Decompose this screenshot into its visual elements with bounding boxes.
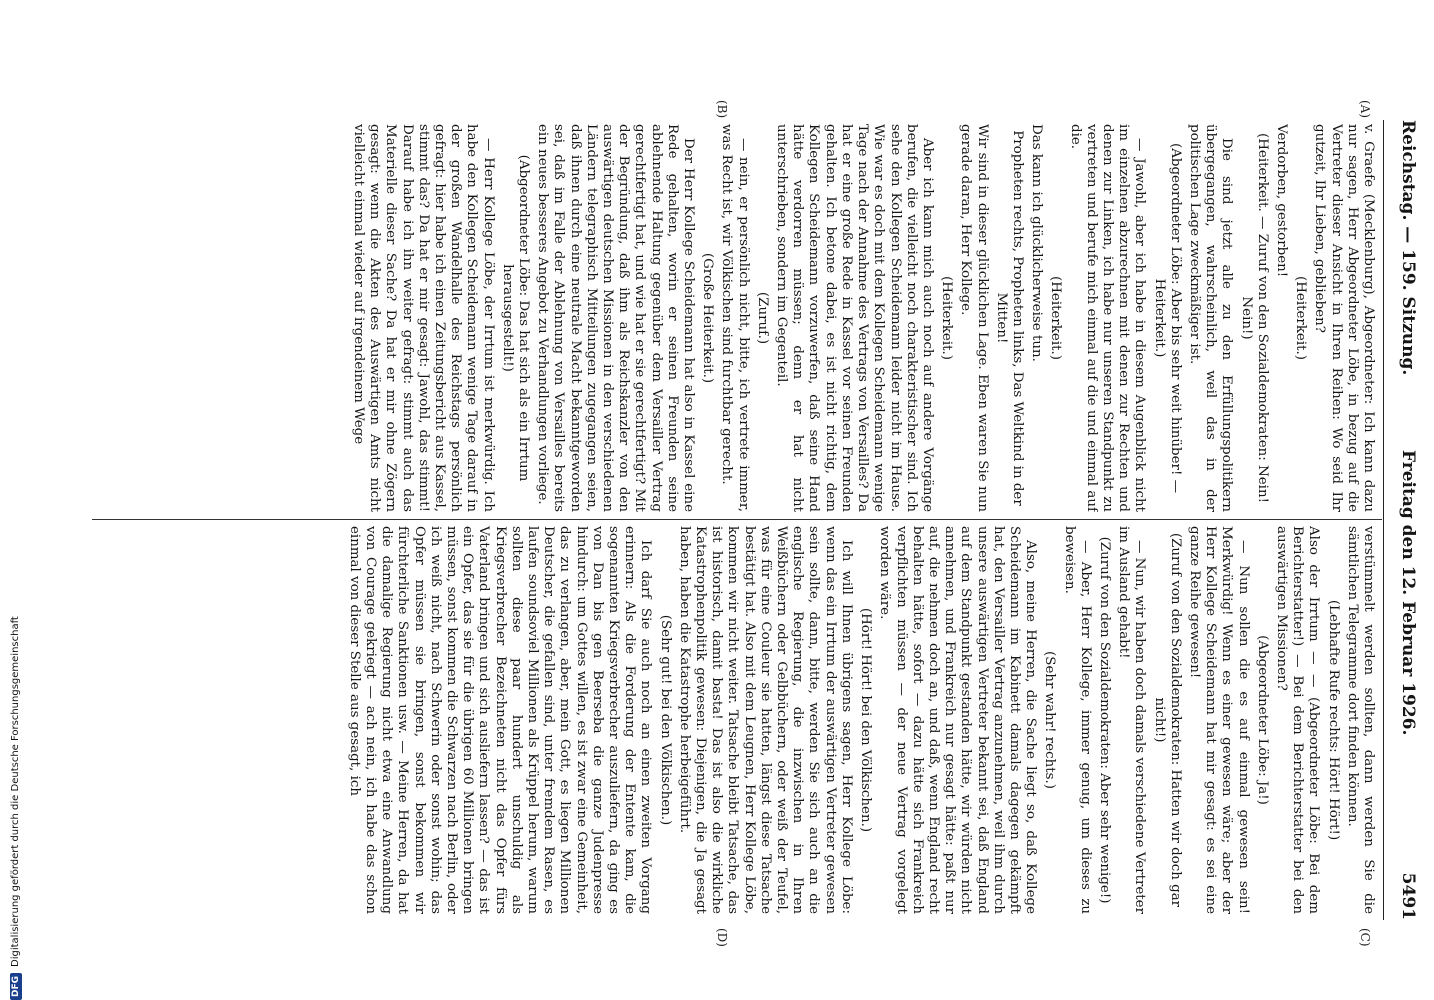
interjection: (Heiterkeit.) (939, 276, 955, 360)
paragraph: Das kann ich glücklicherweise tun. (1029, 124, 1045, 362)
interjection: (Lebhafte Rufe rechts: Hört! Hört!) (1325, 599, 1341, 841)
interjection: (Hört! Hört! bei den Völkischen.) (858, 607, 874, 833)
paragraph: Ich will Ihnen übrigens sagen, Herr Kollege Löbe: wenn das ein Irrtum der auswärtigen Vertreter gewesen sein sollte, dann, bitte, werden Sie sich auch an die englische Regierung, die inzwischen in Ihren Weißbüchern oder Gelbbüchern, oder weiß der Teufel, was für eine Couleur sie hatten, längst diese Tatsache bestätigt hat. Also mit dem Leugnen, Herr Kollege Löbe, kommen wir nicht weiter. Tatsache bleibt Tatsache, das ist historisch, damit basta! Das ist also die wirkliche Katastrophenpolitik gewesen: Diejenigen, die Ja gesagt haben, haben die Katastrophe herbeigeführt. (676, 526, 854, 914)
paragraph: — Jawohl, aber ich habe in diesem Augenblick nicht im einzelnen abzurechnen mit denen zur Rechten und denen zur Linken, ich habe nur unseren Standpunkt zu vertreten und berufe mich einmal auf die und einmal auf die. (1067, 124, 1148, 512)
interjection: (Zuruf von den Sozialdemokraten: Hatten wir doch gar nicht!) (1151, 532, 1183, 908)
paragraph: — Nun, wir haben doch damals verschiedene Vertreter im Ausland gehabt! (1116, 526, 1148, 914)
interjection: (Sehr wahr! rechts.) (1042, 651, 1058, 789)
paragraph: Ich darf Sie auch noch an einen zweiten Vorgang erinnern: Als die Forderung der Entente kam, die sogenannten Kriegsverbrecher auszuliefern, da ging es von Dan bis gen Beerseba die ganze Judenpresse hindurch: um Gottes willen, es ist zwar eine Gemeinheit, das zu verlangen, aber, mein Gott, es liegen Millionen Deutscher, die gefallen sind, unter fremdem Rasen, es laufen soundsoviel Millionen als Krüppel herum, warum sollten diese paar hundert unschuldig als Kriegsverbrecher Bezeichneten nicht das Opfer fürs Vaterland bringen und sich ausliefern lassen? — das ist ein Opfer, das sie für die übrigen 60 Millionen bringen müssen, sonst kommen die Schwarzen nach Berlin, oder ich weiß nicht, nach Schwerin oder sonst wohin; das Opfer müssen sie bringen, sonst bekommen wir fürchterliche Sanktionen usw. — Meine Herren, da hat die damalige Regierung nicht etwa eine Anwandlung von Courage gekriegt — ach nein, ich habe das schon einmal von dieser Stelle aus gesagt, ich (346, 526, 654, 914)
funding-note: Digitalisierung gefördert durch die Deutsche Forschungsgemeinschaft (10, 616, 21, 967)
paragraph: v. Graefe (Mecklenburg), Abgeordneter: Ich kann dazu nur sagen, Herr Abgeordneter Löbe, in bezug auf die Vertreter dieser Ansicht in Ihren Reihen: Wo seid Ihr gutzeit, Ihr Lieben, geblieben? (1312, 124, 1376, 512)
interjection: (Große Heiterkeit.) (700, 252, 716, 384)
page-header (1386, 120, 1426, 920)
margin-mark-d: (D) (715, 928, 729, 947)
verse: Propheten rechts, Propheten links, Das Weltkind in der Mitten! (993, 130, 1025, 506)
paragraph: verstümmelt werden sollten, dann werden Sie die sämtlichen Telegramme dort finden können. (1344, 526, 1376, 914)
paragraph: — Aber, Herr Kollege, immer genug, um dieses zu beweisen. (1061, 526, 1093, 914)
header-left: Reichstag. — 159. Sitzung. (1398, 120, 1418, 376)
funding-footer (10, 0, 28, 1000)
margin-mark-c: (C) (1358, 928, 1372, 947)
left-column (96, 124, 1376, 512)
column-separator (92, 519, 1382, 520)
paragraph: Also, meine Herren, die Sache liegt so, daß Kollege Scheidemann im Kabinett damals dagegen gekämpft hat, den Versailler Vertrag anzunehmen, weil ihm durch unsere auswärtigen Vertreter bekannt sei, daß England auf dem Standpunkt gestanden hätte, wir würden nicht annehmen, und Frankreich nur gesagt hätte: paßt nur auf, die nehmen doch an, und daß, wenn England recht behalten hätte, sofort — dazu hätte sich Frankreich verpflichten müssen — der neue Vertrag vorgelegt worden wäre. (877, 526, 1039, 914)
paragraph: Die sind jetzt alle zu den Erfüllungspolitikern übergegangen, wahrscheinlich, weil das in der politischen Lage zweckmäßiger ist. (1186, 124, 1235, 512)
paragraph: Der Herr Kollege Scheidemann hat also in Kassel eine Rede gehalten, worin er seinen Freunden seine ablehnende Haltung gegenüber dem Versailler Vertrag gerechtfertigt hat, und wie hat er sie gerechtfertigt? Mit der Begründung, daß ihm als Reichskanzler von den auswärtigen deutschen Missionen in den verschiedenen Ländern telegraphisch Mitteilungen zugegangen seien, daß ihnen durch eine neutrale Macht bekanntgeworden sei, daß im Falle der Ablehnung von Versailles bereits ein neues besseres Angebot zu Verhandlungen vorliege. (535, 124, 697, 512)
interjection: (Zuruf.) (754, 291, 770, 345)
margin-mark-b: (B) (715, 100, 729, 119)
dfg-logo: DFG (10, 973, 22, 1000)
paragraph: Wir sind in dieser glücklichen Lage. Eben waren Sie nun gerade daran, Herr Kollege. (958, 124, 990, 512)
interjection: (Zuruf von den Sozialdemokraten: Aber sehr wenige!) (1096, 536, 1112, 904)
interjection: (Heiterkeit.) (1293, 276, 1309, 360)
interjection: (Heiterkeit.) (1048, 276, 1064, 360)
interjection: (Heiterkeit. — Zuruf von den Sozialdemokraten: Nein! Nein!) (1238, 133, 1270, 503)
paragraph: Also der Irrtum — — (Abgeordneter Löbe: Bei dem Berichterstatter!) — Bei dem Berichterstatter bei den auswärtigen Missionen? (1273, 526, 1322, 914)
page-number: 5491 (1398, 872, 1418, 920)
interjection: (Abgeordneter Löbe: Ja!) (1254, 635, 1270, 805)
interjection: (Sehr gut! bei den Völkischen.) (657, 614, 673, 826)
margin-mark-a: (A) (1358, 100, 1372, 119)
header-date: Freitag den 12. Februar 1926. (1398, 450, 1418, 736)
interjection: (Abgeordneter Löbe: Das hat sich als ein Irrtum herausgestellt!) (499, 154, 532, 482)
paragraph: Aber ich kann mich auch noch auf andere Vorgänge berufen, die vielleicht noch charakteristischer sind. Ich sehe den Kollegen Scheidemann leider nicht im Hause. Wie war es doch mit dem Kollegen Scheidemann wenige Tage nach der Annahme des Vertrags von Versailles? Da hat er eine große Rede in Kassel vor seinen Freunden gehalten. Ich betone dabei, es ist nicht richtig, dem Kollegen Scheidemann vorzuwerfen, daß seine Hand hätte verdorren müssen; denn er hat nicht unterschrieben, sondern im Gegenteil. (774, 124, 935, 512)
paragraph: — Herr Kollege Löbe, der Irrtum ist merkwürdig. Ich habe den Kollegen Scheidemann wenige Tage darauf in der großen Wandelhalle des Reichstags persönlich gefragt: hier habe ich einen Zeitungsbericht aus Kassel, stimmt das? Da hat er mir gesagt: Jawohl, das stimmt! Darauf habe ich ihn weiter gefragt: stimmt auch das Materielle dieser Sache? Da hat er mir ohne Zögern gesagt: wenn die Akten des Auswärtigen Amts nicht vielleicht einmal wieder auf irgendeinem Wege (351, 124, 496, 512)
paragraph: Verdorben, gestorben! (1273, 124, 1289, 278)
header-rule (1383, 120, 1384, 920)
paragraph: — Nun sollen die es auf einmal gewesen sein! Merkwürdig! Wenn es einer gewesen wäre; aber der Herr Kollege Scheidemann hat mir gesagt: es sei eine ganze Reihe gewesen! (1186, 526, 1251, 914)
paragraph: — nein, er persönlich nicht, bitte, ich vertrete immer, was Recht ist, wir Völkischen sind furchtbar gerecht. (719, 124, 751, 512)
right-column (96, 526, 1376, 914)
interjection: (Abgeordneter Löbe: Aber bis sehr weit hinüber! — Heiterkeit.) (1151, 142, 1183, 493)
